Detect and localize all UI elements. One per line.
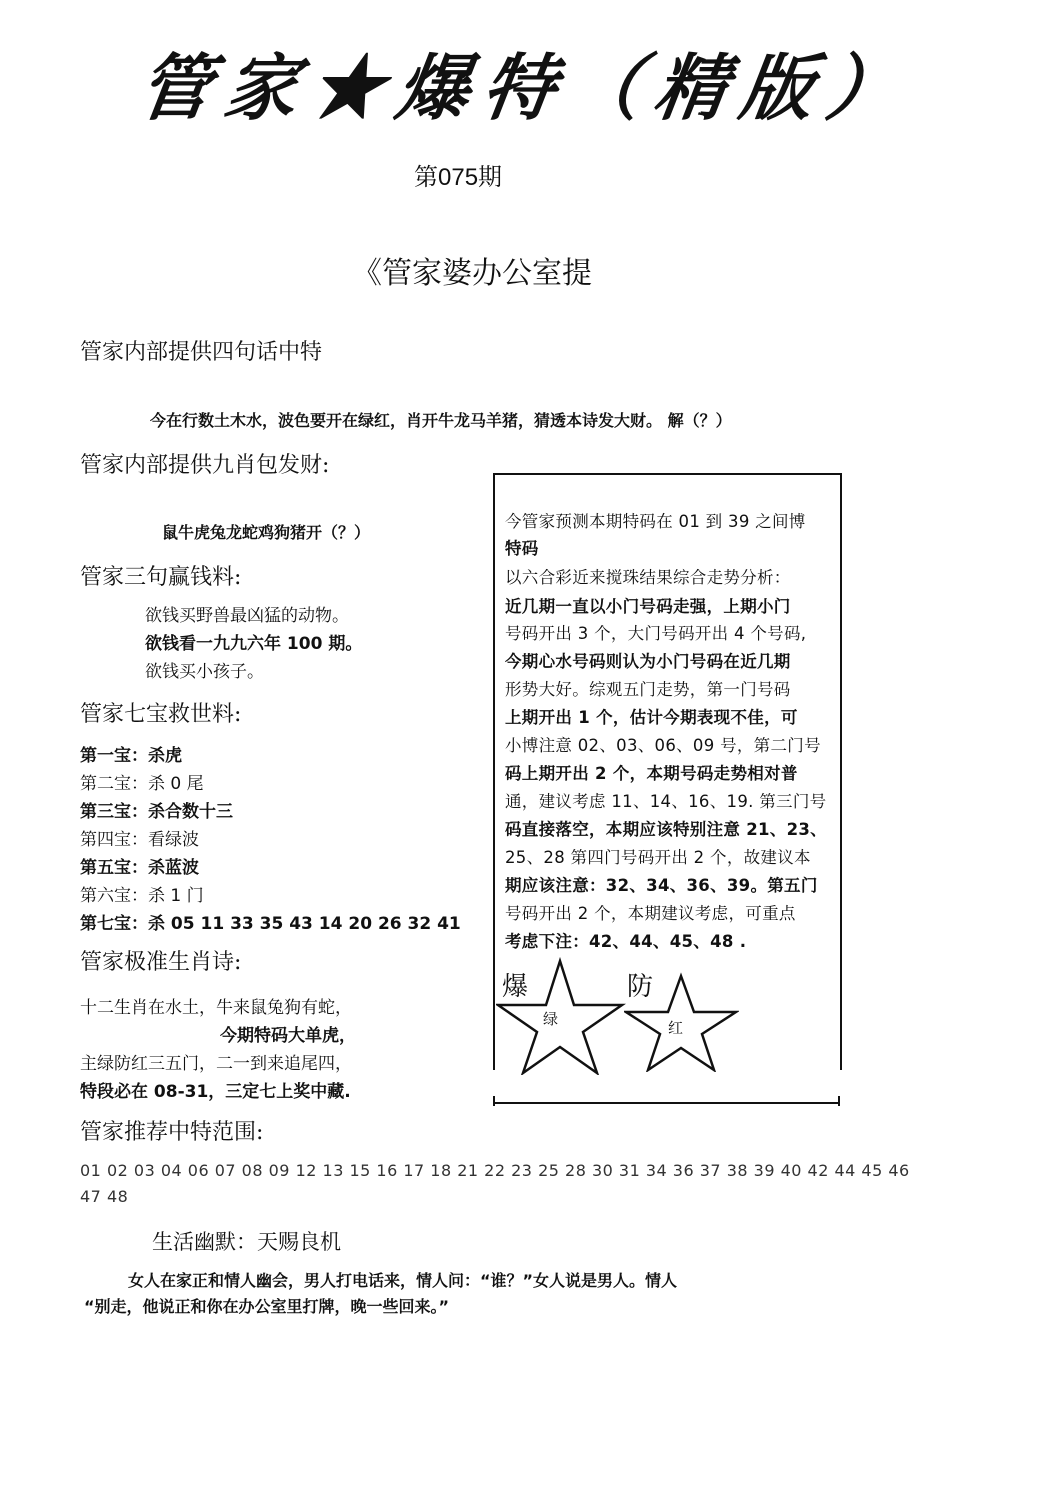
box-line-13: 25、28 第四门号码开出 2 个，故建议本: [505, 848, 811, 867]
box-line-14: 期应该注意：32、34、36、39。第五门: [505, 876, 818, 895]
treasure-item-1: 第一宝：杀虎: [80, 746, 182, 766]
box-line-1: 今管家预测本期特码在 01 到 39 之间博: [505, 512, 806, 531]
star-text-red: 红: [668, 1019, 684, 1037]
three-lines-line-1: 欲钱买野兽最凶猛的动物。: [145, 606, 349, 626]
box-line-16: 考虑下注：42、44、45、48 .: [505, 932, 747, 951]
box-line-5: 号码开出 3 个，大门号码开出 4 个号码,: [505, 624, 807, 643]
box-line-9: 小博注意 02、03、06、09 号，第二门号: [505, 736, 821, 755]
star-text-green: 绿: [543, 1010, 559, 1028]
office-heading: 《管家婆办公室提: [352, 256, 592, 291]
box-line-6: 今期心水号码则认为小门号码在近几期: [505, 652, 791, 671]
box-line-15: 号码开出 2 个，本期建议考虑，可重点: [505, 904, 796, 923]
box-line-8: 上期开出 1 个，估计今期表现不佳，可: [505, 708, 798, 727]
nine-zodiac-text: 鼠牛虎兔龙蛇鸡狗猪开（？）: [162, 523, 371, 542]
section-four-sentences-heading: 管家内部提供四句话中特: [80, 340, 323, 365]
four-sentences-text: 今在行数土木水，波色要开在绿红，肖开牛龙马羊猪，猜透本诗发大财。 解（？）: [150, 411, 732, 430]
box-line-2: 特码: [505, 539, 539, 558]
treasure-item-2: 第二宝：杀 0 尾: [80, 774, 204, 794]
section-three-lines-heading: 管家三句赢钱料:: [80, 565, 242, 590]
humor-line-1: 女人在家正和情人幽会，男人打电话来，情人问：“谁？”女人说是男人。情人: [128, 1271, 678, 1290]
range-numbers-row-1: 01 02 03 04 06 07 08 09 12 13 15 16 17 18 21 22 23 25 28 30 31 34 36 37 38 39 40 42 44 45 46: [80, 1161, 910, 1180]
zodiac-poem-line-2: 今期特码大单虎，: [220, 1026, 356, 1046]
box-line-12: 码直接落空，本期应该特别注意 21、23、: [505, 820, 827, 839]
box-line-4: 近几期一直以小门号码走强，上期小门: [505, 597, 791, 616]
humor-heading: 生活幽默：天赐良机: [152, 1230, 341, 1254]
box-line-3: 以六合彩近来搅珠结果综合走势分析：: [505, 568, 791, 587]
section-zodiac-poem-heading: 管家极准生肖诗:: [80, 950, 242, 975]
section-range-heading: 管家推荐中特范围:: [80, 1120, 264, 1145]
zodiac-poem-line-3: 主绿防红三五门，二一到来追尾四，: [80, 1054, 352, 1074]
analysis-box-bottom-border: [493, 1102, 840, 1112]
zodiac-poem-line-4: 特段必在 08-31，三定七上奖中藏.: [80, 1082, 351, 1102]
issue-number: 第075期: [414, 164, 503, 191]
box-line-11: 通，建议考虑 11、14、16、19. 第三门号: [505, 792, 827, 811]
treasure-item-5: 第五宝：杀蓝波: [80, 858, 199, 878]
three-lines-line-3: 欲钱买小孩子。: [145, 662, 264, 682]
humor-line-2: “别走，他说正和你在办公室里打牌，晚一些回来。”: [84, 1297, 450, 1316]
treasure-item-4: 第四宝：看绿波: [80, 830, 199, 850]
box-line-10: 码上期开出 2 个，本期号码走势相对普: [505, 764, 798, 783]
page-title: 管家★爆特（精版）: [133, 45, 920, 130]
three-lines-line-2: 欲钱看一九九六年 100 期。: [145, 634, 363, 654]
star-label-fang: 防: [627, 972, 654, 1002]
section-seven-treasures-heading: 管家七宝救世料:: [80, 702, 242, 727]
section-nine-zodiac-heading: 管家内部提供九肖包发财:: [80, 453, 330, 478]
box-line-7: 形势大好。综观五门走势，第一门号码: [505, 680, 791, 699]
star-label-bao: 爆: [502, 972, 529, 1002]
treasure-item-7: 第七宝：杀 05 11 33 35 43 14 20 26 32 41: [80, 914, 461, 934]
treasure-item-3: 第三宝：杀合数十三: [80, 802, 233, 822]
range-numbers-row-2: 47 48: [80, 1187, 129, 1206]
treasure-item-6: 第六宝：杀 1 门: [80, 886, 204, 906]
zodiac-poem-line-1: 十二生肖在水土，牛来鼠兔狗有蛇，: [80, 998, 352, 1018]
